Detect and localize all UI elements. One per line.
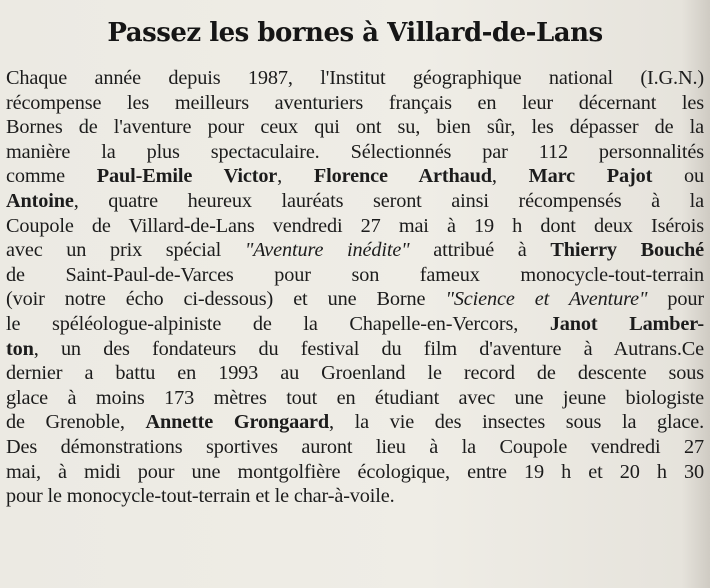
article-line: avec un prix spécial "Aventure inédite" attribué à Thierry Bouché [6, 239, 704, 262]
article-line: le spéléologue-alpiniste de la Chapelle-en-Vercors, Janot Lamber- [6, 312, 704, 335]
award-name: "Science et Aventure" [445, 288, 648, 311]
person-name: Paul-Emile Victor [96, 165, 278, 188]
article-line: Des démonstrations sportives auront lieu à la Coupole vendredi 27 [6, 435, 704, 458]
award-name: "Aventure inédite" [244, 239, 410, 262]
person-name: Janot Lamber- [549, 312, 704, 335]
article-line: de Grenoble, Annette Grongaard, la vie des insectes sous la glace. [6, 411, 704, 434]
article-line: comme Paul-Emile Victor, Florence Arthaud, Marc Pajot ou [6, 165, 704, 188]
article-line: mai, à midi pour une montgolfière écologique, entre 19 h et 20 h 30 [6, 460, 704, 483]
article-line: Bornes de l'aventure pour ceux qui ont su, bien sûr, les dépasser de la [6, 116, 704, 139]
person-name: Marc Pajot [528, 165, 653, 188]
article-title: Passez les bornes à Villard-de-Lans [107, 18, 603, 48]
person-name: Antoine [6, 189, 74, 212]
person-name: Annette Grongaard [145, 411, 330, 434]
article-line: Coupole de Villard-de-Lans vendredi 27 mai à 19 h dont deux Isérois [6, 214, 704, 237]
bleed-through-text [140, 0, 610, 14]
article-line: dernier a battu en 1993 au Groenland le record de descente sous [6, 362, 704, 385]
article-line: ton, un des fondateurs du festival du film d'aventure à Autrans.Ce [6, 337, 704, 360]
article-body [6, 66, 704, 509]
article-line: pour le monocycle-tout-terrain et le char-à-voile. [6, 485, 395, 508]
person-name: Thierry Bouché [550, 239, 704, 262]
article-line: (voir notre écho ci-dessous) et une Borne "Science et Aventure" pour [6, 288, 704, 311]
article-line: glace à moins 173 mètres tout en étudiant avec une jeune biologiste [6, 386, 704, 409]
person-name: Florence Arthaud [313, 165, 492, 188]
article-line: de Saint-Paul-de-Varces pour son fameux monocycle-tout-terrain [6, 263, 704, 286]
article-line: Chaque année depuis 1987, l'Institut géographique national (I.G.N.) [6, 67, 704, 89]
article-line: manière la plus spectaculaire. Sélectionnés par 112 personnalités [6, 140, 704, 163]
person-name: ton [6, 337, 34, 360]
article-line: Antoine, quatre heureux lauréats seront ainsi récompensés à la [6, 189, 704, 212]
article-line: récompense les meilleurs aventuriers français en leur décernant les [6, 91, 704, 114]
